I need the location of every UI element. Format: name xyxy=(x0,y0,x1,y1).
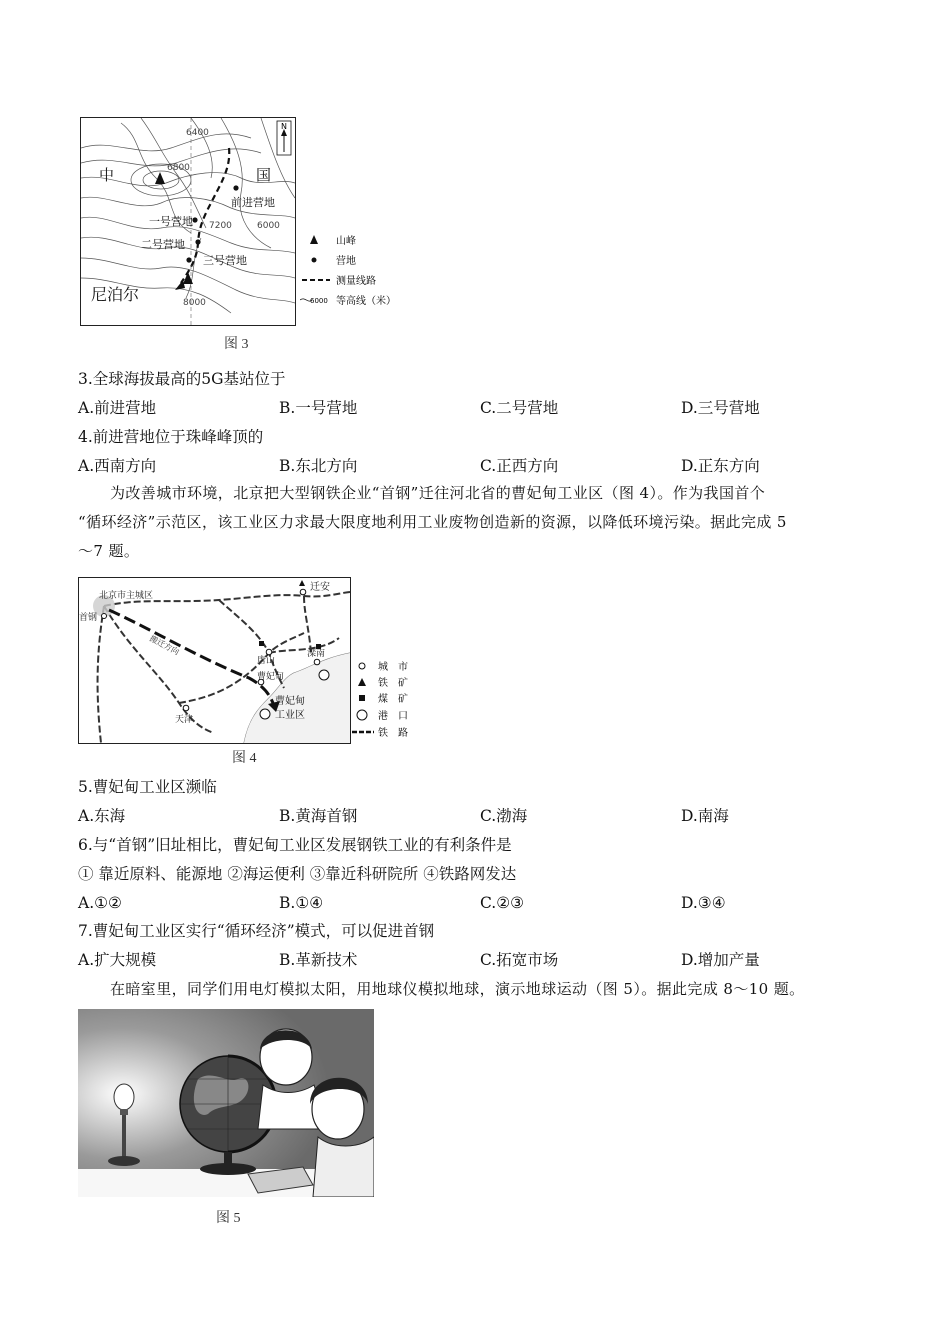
relocation-route xyxy=(109,610,274,706)
figure-4-svg xyxy=(79,578,350,743)
city-marker-tangshan xyxy=(266,649,272,655)
q3-option-d[interactable]: D.三号营地 xyxy=(681,399,760,417)
label-caofeidian-town: 曹妃甸 xyxy=(257,672,285,682)
question-7-stem: 7.曹妃甸工业区实行“循环经济”模式，可以促进首钢 xyxy=(78,922,435,940)
shougang-marker xyxy=(102,614,107,619)
camp-marker-2 xyxy=(195,239,200,244)
figure-5-caption: 图 5 xyxy=(216,1211,241,1226)
q4-option-c[interactable]: C.正西方向 xyxy=(480,457,559,475)
legend-peak: 山峰 xyxy=(336,236,356,247)
north-label: N xyxy=(281,122,287,131)
contour-6000: 6000 xyxy=(257,221,280,231)
question-6-conditions: ① 靠近原料、能源地 ②海运便利 ③靠近科研院所 ④铁路网发达 xyxy=(78,865,517,883)
port-icon-east xyxy=(319,670,329,680)
lamp-stand xyxy=(122,1115,126,1159)
passage-2-line-1: 在暗室里，同学们用电灯模拟太阳，用地球仪模拟地球，演示地球运动（图 5）。据此完成 8～10 题。 xyxy=(110,980,805,998)
label-beijing: 北京市主城区 xyxy=(99,591,154,601)
legend-contour: 等高线（米） xyxy=(336,296,396,307)
label-camp-3: 三号营地 xyxy=(203,254,247,267)
legend-camp-icon xyxy=(312,258,317,263)
label-forward-camp: 前进营地 xyxy=(231,196,275,209)
q5-option-b[interactable]: B.黄海首钢 xyxy=(279,807,358,825)
legend-iron: 铁 矿 xyxy=(378,678,408,689)
label-shougang: 首钢 xyxy=(79,613,98,623)
passage-1-line-2: “循环经济”示范区，该工业区力求最大限度地利用工业废物创造新的资源，以降低环境污染。据此完成 5 xyxy=(78,513,787,531)
figure-5-svg xyxy=(78,1009,374,1197)
figure-4-caption: 图 4 xyxy=(232,751,257,766)
port-icon-caofeidian xyxy=(260,709,270,719)
label-direction: 搬迁方向 xyxy=(148,633,181,657)
q4-option-a[interactable]: A.西南方向 xyxy=(78,457,157,475)
q7-option-c[interactable]: C.拓宽市场 xyxy=(480,951,559,969)
contour-7200: 7200 xyxy=(209,221,232,231)
figure-4-map xyxy=(78,577,351,744)
question-4-stem: 4.前进营地位于珠峰峰顶的 xyxy=(78,428,264,446)
label-camp-1: 一号营地 xyxy=(149,215,193,228)
contour-6400: 6400 xyxy=(186,128,209,138)
label-camp-2: 二号营地 xyxy=(141,238,185,251)
legend-iron-icon xyxy=(358,678,366,686)
summit-peak-icon xyxy=(183,272,193,284)
question-5-stem: 5.曹妃甸工业区濒临 xyxy=(78,778,217,796)
light-bulb-icon xyxy=(114,1084,134,1110)
contour-8000: 8000 xyxy=(183,298,206,308)
legend-camp: 营地 xyxy=(336,256,356,267)
figure-5-illustration xyxy=(78,1009,374,1197)
q7-option-b[interactable]: B.革新技术 xyxy=(279,951,358,969)
q6-option-d[interactable]: D.③④ xyxy=(681,894,726,912)
legend-contour-sample: 6000 xyxy=(310,297,328,305)
legend-coal: 煤 矿 xyxy=(378,694,408,705)
q3-option-a[interactable]: A.前进营地 xyxy=(78,399,157,417)
q3-option-c[interactable]: C.二号营地 xyxy=(480,399,559,417)
passage-1-line-1: 为改善城市环境，北京把大型钢铁企业“首钢”迁往河北省的曹妃甸工业区（图 4）。作为我国首个 xyxy=(110,484,766,502)
passage-1-line-3: ～7 题。 xyxy=(78,542,140,560)
camp-marker-1 xyxy=(192,217,197,222)
q3-option-b[interactable]: B.一号营地 xyxy=(279,399,358,417)
legend-port: 港 口 xyxy=(378,711,408,722)
camp-marker-forward xyxy=(233,185,238,190)
figure-3-legend xyxy=(300,228,415,308)
city-marker-qianan xyxy=(300,589,306,595)
legend-city: 城 市 xyxy=(378,662,408,673)
figure-4-legend xyxy=(352,658,422,742)
q7-option-d[interactable]: D.增加产量 xyxy=(681,951,760,969)
q6-option-b[interactable]: B.①④ xyxy=(279,894,324,912)
q7-option-a[interactable]: A.扩大规模 xyxy=(78,951,157,969)
label-tangshan: 唐山 xyxy=(257,656,276,666)
label-zone-1: 曹妃甸 xyxy=(275,696,305,707)
coal-mine-icon-1 xyxy=(259,641,264,646)
label-china-2: 国 xyxy=(256,166,272,184)
city-marker-tianjin xyxy=(183,705,189,711)
q4-option-d[interactable]: D.正东方向 xyxy=(681,457,760,475)
legend-port-icon xyxy=(357,710,367,720)
camp-marker-3 xyxy=(186,257,191,262)
legend-peak-icon xyxy=(310,235,318,244)
legend-route: 测量线路 xyxy=(336,276,376,287)
iron-mine-icon xyxy=(299,580,305,586)
peak-icon xyxy=(155,172,165,184)
label-nepal: 尼泊尔 xyxy=(91,285,140,304)
label-tianjin: 天津 xyxy=(175,715,194,725)
city-marker-luannan xyxy=(314,659,320,665)
figure-3-map xyxy=(80,117,296,326)
legend-coal-icon xyxy=(359,695,365,701)
label-zone-2: 工业区 xyxy=(275,710,305,721)
label-qianan: 迁安 xyxy=(310,582,330,593)
question-6-stem: 6.与“首钢”旧址相比，曹妃甸工业区发展钢铁工业的有利条件是 xyxy=(78,836,512,854)
q5-option-d[interactable]: D.南海 xyxy=(681,807,729,825)
q5-option-c[interactable]: C.渤海 xyxy=(480,807,528,825)
figure-3-caption: 图 3 xyxy=(224,337,249,352)
legend-railway: 铁 路 xyxy=(378,728,408,739)
q4-option-b[interactable]: B.东北方向 xyxy=(279,457,358,475)
contour-6800: 6800 xyxy=(167,163,190,173)
route-arrow-icon xyxy=(175,280,185,290)
q5-option-a[interactable]: A.东海 xyxy=(78,807,126,825)
q6-option-a[interactable]: A.①② xyxy=(78,894,122,912)
label-luannan: 滦南 xyxy=(307,649,326,659)
q6-option-c[interactable]: C.②③ xyxy=(480,894,525,912)
legend-city-icon xyxy=(359,663,365,669)
question-3-stem: 3.全球海拔最高的5G基站位于 xyxy=(78,370,286,388)
figure-3-svg xyxy=(81,118,295,325)
label-china-1: 中 xyxy=(99,166,115,184)
